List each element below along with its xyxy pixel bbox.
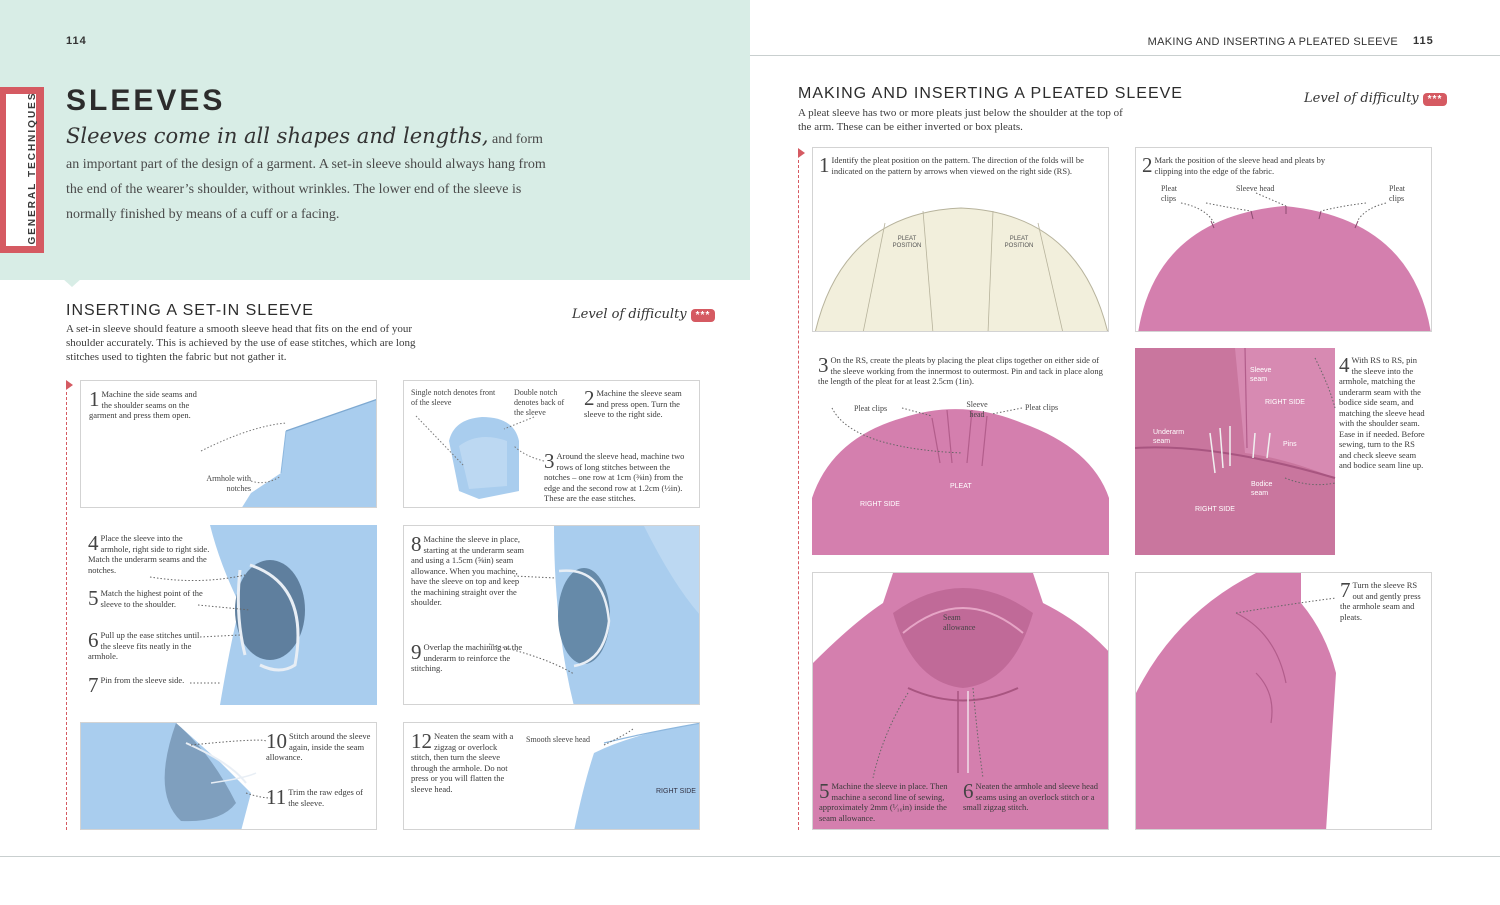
r-step-1: 1 Identify the pleat position on the pattern. The direction of the folds will be indicated on the pattern by arrows when viewed on the right side (RS). [819, 153, 1084, 177]
dotted-guide-left [66, 392, 67, 830]
step-12: 12 Neaten the seam with a zigzag or overlock stitch, then turn the sleeve through the armhole. Do not press or you will flatten the sleeve head. [411, 729, 514, 794]
panel-r-step-1 [812, 147, 1109, 332]
difficulty-right [1304, 91, 1447, 106]
step-8: 8 Machine the sleeve in place, starting at the underarm seam and using a 1.5cm (⅝in) seam allowance. When you machine, have the sleeve on top and keep the machining straight over the shoulder. [411, 532, 525, 607]
label-single-notch: Single notch denotes front of the sleeve [411, 388, 496, 407]
r-step-7: 7 Turn the sleeve RS out and gently press the armhole seam and pleats. [1340, 578, 1421, 622]
label-smooth-head: Smooth sleeve head [526, 735, 590, 744]
panel-steps-10-11 [80, 722, 377, 830]
label-pins: Pins [1283, 441, 1297, 448]
difficulty-label-right: Level of difficulty [1304, 91, 1419, 106]
label-pleat-clips-a: Pleat clips [1161, 184, 1177, 203]
label-pleat-clips-c: Pleat clips [854, 404, 888, 413]
intro-lead: Sleeves come in all shapes and lengths, [66, 124, 489, 148]
page-number-right: 115 [1413, 35, 1434, 47]
difficulty-left [572, 307, 715, 322]
label-bodice-seam: Bodice seam [1251, 481, 1273, 497]
intro-text: and form an important part of the design of a garment. A set-in sleeve should always hang from the end of the wearer’s shoulder, without wrinkles. The lower end of the sleeve is normally finished by means of a cuff or a facing. [66, 132, 546, 222]
label-right-side-l6: RIGHT SIDE [656, 788, 696, 795]
section-title-set-in: INSERTING A SET-IN SLEEVE [66, 302, 314, 319]
panel-steps-4-7 [80, 525, 377, 705]
step-2: 2 Machine the sleeve seam and press open. Turn the sleeve to the right side. [584, 386, 682, 419]
footer-rule-right [750, 856, 1500, 857]
step-arrow-icon-right [798, 148, 805, 158]
difficulty-badge: *** [691, 309, 716, 322]
panel-steps-2-3 [403, 380, 700, 508]
label-pleat-position-1: PLEAT POSITION [892, 236, 922, 249]
page-title: SLEEVES [66, 84, 226, 117]
panel-r-step-7 [1135, 572, 1432, 830]
panel-steps-8-9 [403, 525, 700, 705]
step-1: 1 Machine the side seams and the shoulder seams on the garment and press them open. [89, 387, 197, 420]
label-pleat: PLEAT [950, 483, 972, 490]
section-title-pleated: MAKING AND INSERTING A PLEATED SLEEVE [798, 85, 1183, 102]
label-sleeve-head-r3: Sleeve head [966, 400, 988, 419]
difficulty-label: Level of difficulty [572, 307, 687, 322]
label-double-notch: Double notch denotes back of the sleeve [514, 388, 565, 417]
step-11: 11 Trim the raw edges of the sleeve. [266, 785, 363, 809]
banner-notch [62, 278, 82, 287]
label-underarm-seam: Underarm seam [1153, 429, 1185, 445]
step-6: 6 Pull up the ease stitches until the sleeve fits neatly in the armhole. [88, 628, 200, 661]
section-body-pleated: A pleat sleeve has two or more pleats just below the shoulder at the top of the arm. These can be either inverted or box pleats. [798, 107, 1123, 133]
step-3: 3 Around the sleeve head, machine two rows of long stitches between the notches – one row at 1cm (⅜in) from the edge and the second row at 1.2cm (½in). These are the ease stitches. [544, 449, 685, 503]
step-4: 4 Place the sleeve into the armhole, right side to right side. Match the underarm seams and the notches. [88, 531, 210, 575]
r-step-5: 5 Machine the sleeve in place. Then machine a second line of sewing, approximately 2mm (¹⁄₁₆in) inside the seam allowance. [819, 779, 948, 823]
step-5: 5 Match the highest point of the sleeve to the shoulder. [88, 586, 203, 610]
label-armhole: Armhole with notches [206, 474, 251, 493]
label-pleat-clips-b: Pleat clips [1389, 184, 1405, 203]
step-arrow-icon [66, 380, 73, 390]
r-step-6: 6 Neaten the armhole and sleeve head seams using an overlock stitch or a small zigzag stitch. [963, 779, 1098, 812]
panel-r-step-4 [1135, 348, 1432, 555]
r-step-2: 2 Mark the position of the sleeve head and pleats by clipping into the edge of the fabric. [1142, 153, 1326, 177]
label-pleat-clips-d: Pleat clips [1025, 403, 1059, 412]
panel-r-steps-5-6 [812, 572, 1109, 830]
panel-step-12 [403, 722, 700, 830]
footer-rule-left [0, 856, 750, 857]
intro-paragraph [66, 124, 556, 227]
panel-r-step-2 [1135, 147, 1432, 332]
step-9: 9 Overlap the machining at the underarm to reinforce the stitching. [411, 640, 523, 673]
page-number-left: 114 [66, 35, 87, 47]
label-sleeve-seam: Sleeve seam [1250, 367, 1272, 383]
label-pleat-position-2: PLEAT POSITION [1004, 236, 1034, 249]
section-body-set-in: A set-in sleeve should feature a smooth sleeve head that fits on the end of your shoulder accurately. This is achieved by the use of ease stitches, which are long stitches used to tighten the fabric but not gather it. [66, 323, 416, 363]
step-7: 7 Pin from the sleeve side. [88, 673, 185, 697]
header-rule-right [750, 55, 1500, 56]
label-right-side-r4a: RIGHT SIDE [1265, 399, 1305, 406]
side-tab-label: GENERAL TECHNIQUES [27, 91, 38, 245]
difficulty-badge-right: *** [1423, 93, 1448, 106]
label-right-side-r3: RIGHT SIDE [860, 501, 900, 508]
r-step-3: 3 On the RS, create the pleats by placing the pleat clips together on either side of the sleeve working from the innermost to outermost. Pin and tack in place along the length of the pleat for at least 2.5cm (1in). [818, 353, 1103, 386]
panel-step-1 [80, 380, 377, 508]
panel-r-step-3 [812, 348, 1109, 555]
r-step-4: 4 With RS to RS, pin the sleeve into the armhole, matching the underarm seam with the bodice side seam, and matching the sleeve head with the shoulder seam. Ease in if needed. Before sewing, turn to the RS and check sleeve seam and bodice seam line up. [1339, 353, 1425, 470]
running-head: MAKING AND INSERTING A PLEATED SLEEVE [1147, 36, 1398, 48]
dotted-guide-right [798, 160, 799, 830]
label-right-side-r4b: RIGHT SIDE [1195, 506, 1235, 513]
step-10: 10 Stitch around the sleeve again, inside the seam allowance. [266, 729, 371, 762]
label-seam-allowance: Seam allowance [943, 613, 976, 632]
label-sleeve-head-r2: Sleeve head [1236, 184, 1275, 193]
